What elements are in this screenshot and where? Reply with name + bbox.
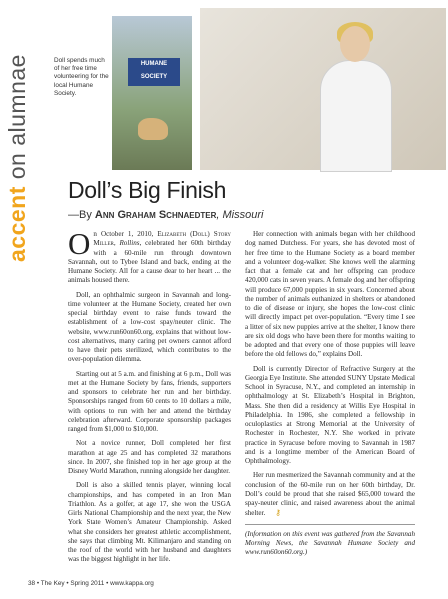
article-column-1 <box>68 226 231 570</box>
paragraph: Doll, an ophthalmic surgeon in Savannah and long-time volunteer at the Humane Society, created her own special birthday event to raise funds toward the establishment of a low-cost spay/neuter clinic. The website, www.run60on60.org, explains that without low-cost alternatives, many caring pet owners cannot afford to have their pets sterilized, which contributes to the over-population dilemma. <box>68 290 231 364</box>
key-icon: ⚷ <box>275 508 281 518</box>
section-title-accent: accent <box>4 186 30 262</box>
text-run: (Information on this event was gathered from the Savannah Morning News, the <box>245 529 415 547</box>
paragraph <box>68 226 231 286</box>
paragraph <box>245 471 415 518</box>
text-run: n October 1, 2010, <box>93 230 158 238</box>
sign-line-1: HUMANE <box>140 61 168 67</box>
chapter-name: Rollins <box>119 239 140 248</box>
section-title-rest: on alumnae <box>4 54 30 187</box>
paragraph: Not a novice runner, Doll completed her first marathon at age 25 and has completed 32 marathons since. In 2007, she finished top in her age group at the Disney World Marathon, running alongside her daughter. <box>68 439 231 475</box>
humane-society-sign <box>128 58 180 86</box>
byline-author: Ann Graham Schnaedter <box>94 209 217 221</box>
byline-state: , Missouri <box>216 209 264 221</box>
text-run: Her run mesmerized the Savannah community and at the conclusion of the 60-mile run on her 60th birthday, Dr. Doll’s could be proud that she raised $65,000 toward the spay-neuter clinic, and raised awareness about the animal shelter. <box>245 471 415 518</box>
byline-prefix: —By <box>68 209 95 221</box>
sign-line-2: SOCIETY <box>140 74 168 80</box>
doctor-figure <box>320 20 390 170</box>
page-footer: 38 • The Key • Spring 2011 • www.kappa.org <box>28 580 154 587</box>
paragraph: Doll is currently Director of Refractive Surgery at the Georgia Eye Institute. She attended SUNY Upstate Medical School in Syracuse, N.Y., and completed an internship in ophthalmology at St. Elizabeth’s Hospital in Brighton, Mass. She then did a residency at Willis Eye Hospital in Philadelphia. In 1986, she completed a fellowship in oculoplastics at Strong Memorial at the University of Rochester in Rochester, N.Y. She worked in private practice in Syracuse before moving to Savannah in 1987 and is a longtime member of the American Board of Ophthalmology. <box>245 364 415 465</box>
byline <box>68 209 263 221</box>
text-run: , <box>113 239 120 248</box>
drop-cap: O <box>68 226 91 261</box>
paragraph: Doll is also a skilled tennis player, winning local championships, and has competed in an Iron Man Triathlon. As a golfer, at age 17, she won the USGA Girls National Championship and the next year, the New York State Women’s Amateur Championship. Asked what she considers her greatest athletic accomplishment, she says that climbing Mt. Kilimanjaro and standing on the roof of the world with her husband and daughters was the biggest highlight in her life. <box>68 481 231 564</box>
member-name: Elizabeth (Doll) Story Miller <box>93 230 231 248</box>
white-coat <box>320 60 392 172</box>
section-banner <box>2 0 44 300</box>
paragraph: Her connection with animals began with her childhood dog named Dutchess. For years, she has devoted most of her free time to the Humane Society as a board member and a volunteer dog-walker. She knows well the alarming fact that a female cat and her offspring can produce 420,000 cats in seven years. A female dog and her offspring will produce 67,000 puppies in six years. Concerned about the number of animals euthanized in shelters or abandoned to die of disease or injury, she hopes the low-cost clinic will directly impact pet over-population. “Every time I see a litter of six new puppies arrive at the shelter, I know there are six old dogs who have been there for months waiting to be adopted and that every one of those puppies will leave before the old fellows do,” explains Doll. <box>245 230 415 359</box>
section-title <box>4 54 31 262</box>
dog-figure <box>138 118 168 140</box>
source-note <box>245 530 415 558</box>
face <box>340 26 370 62</box>
humane-society-photo <box>112 16 192 170</box>
paragraph: Starting out at 5 a.m. and finishing at 6 p.m., Doll was met at the Humane Society by fans, friends, supporters and sponsors to celebrate her run and her birthday. Sponsorships ranged from 60 cents to 10 dollars a mile, with options to run with her and attend the birthday celebration afterward. Corporate sponsorship packages ranged from $1,000 to $10,000. <box>68 369 231 433</box>
text-run: , celebrated her 60th birthday with a 60-mile run through downtown Savannah, out to Tybee Island and back, ending at the Humane Society. All for a cause dear to her heart ... the animals housed there. <box>68 239 231 285</box>
divider <box>245 524 415 525</box>
article-title: Doll’s Big Finish <box>68 177 227 203</box>
text-run: and www.run60on60.org.) <box>245 538 415 556</box>
article-column-2 <box>245 230 415 562</box>
photo-caption: Doll spends much of her free time volunteering for the local Humane Society. <box>54 57 109 97</box>
text-run: Savannah Humane Society <box>313 538 399 547</box>
